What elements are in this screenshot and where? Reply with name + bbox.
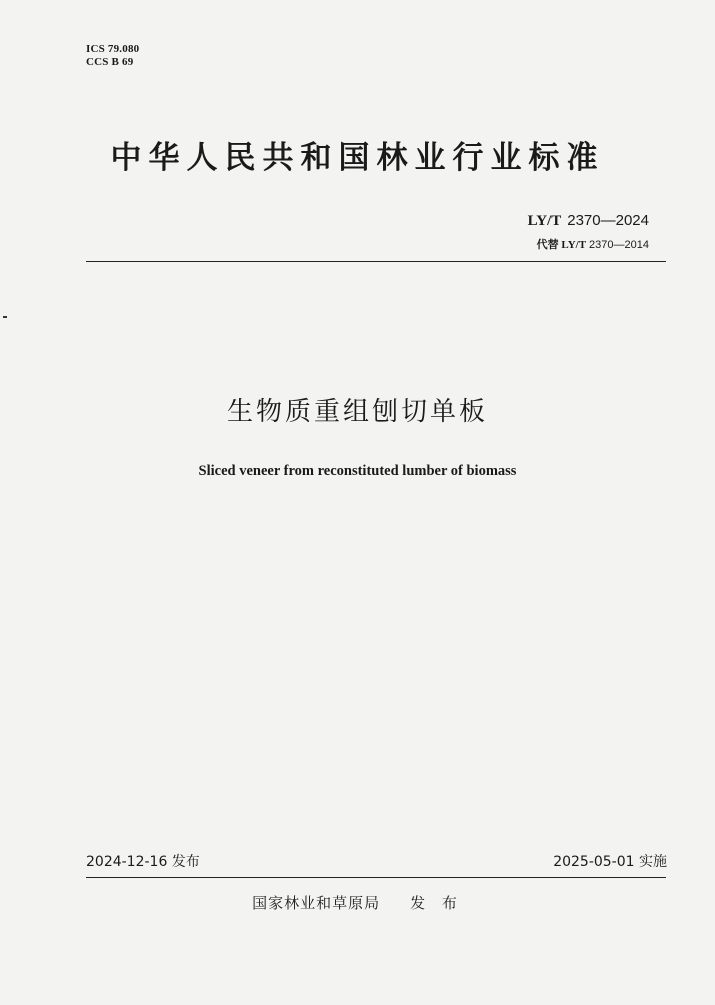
issue-date: 2024-12-16 发布 (86, 854, 200, 870)
issuer-name: 国家林业和草原局 (252, 894, 381, 912)
implementation-date: 2025-05-01 实施 (553, 854, 667, 870)
issuer-line (0, 893, 715, 913)
ics-code: ICS 79.080 (86, 43, 140, 55)
replaces-prefix: 代替 LY/T (536, 239, 587, 251)
agency-title: 中华人民共和国林业行业标准 (110, 140, 605, 176)
ccs-code: CCS B 69 (86, 56, 134, 68)
document-title-chinese: 生物质重组刨切单板 (226, 397, 488, 427)
replaces-standard (537, 236, 649, 252)
standard-prefix: LY/T (527, 213, 562, 229)
standard-number: 2370—2024 (567, 212, 649, 229)
footer-divider (86, 877, 666, 878)
replaces-number: 2370—2014 (589, 239, 649, 251)
standard-code (528, 212, 649, 230)
document-title-english: Sliced veneer from reconstituted lumber of biomass (198, 463, 517, 479)
scan-mark (3, 316, 7, 318)
header-divider (86, 261, 666, 262)
issuer-action: 发 布 (410, 894, 463, 912)
